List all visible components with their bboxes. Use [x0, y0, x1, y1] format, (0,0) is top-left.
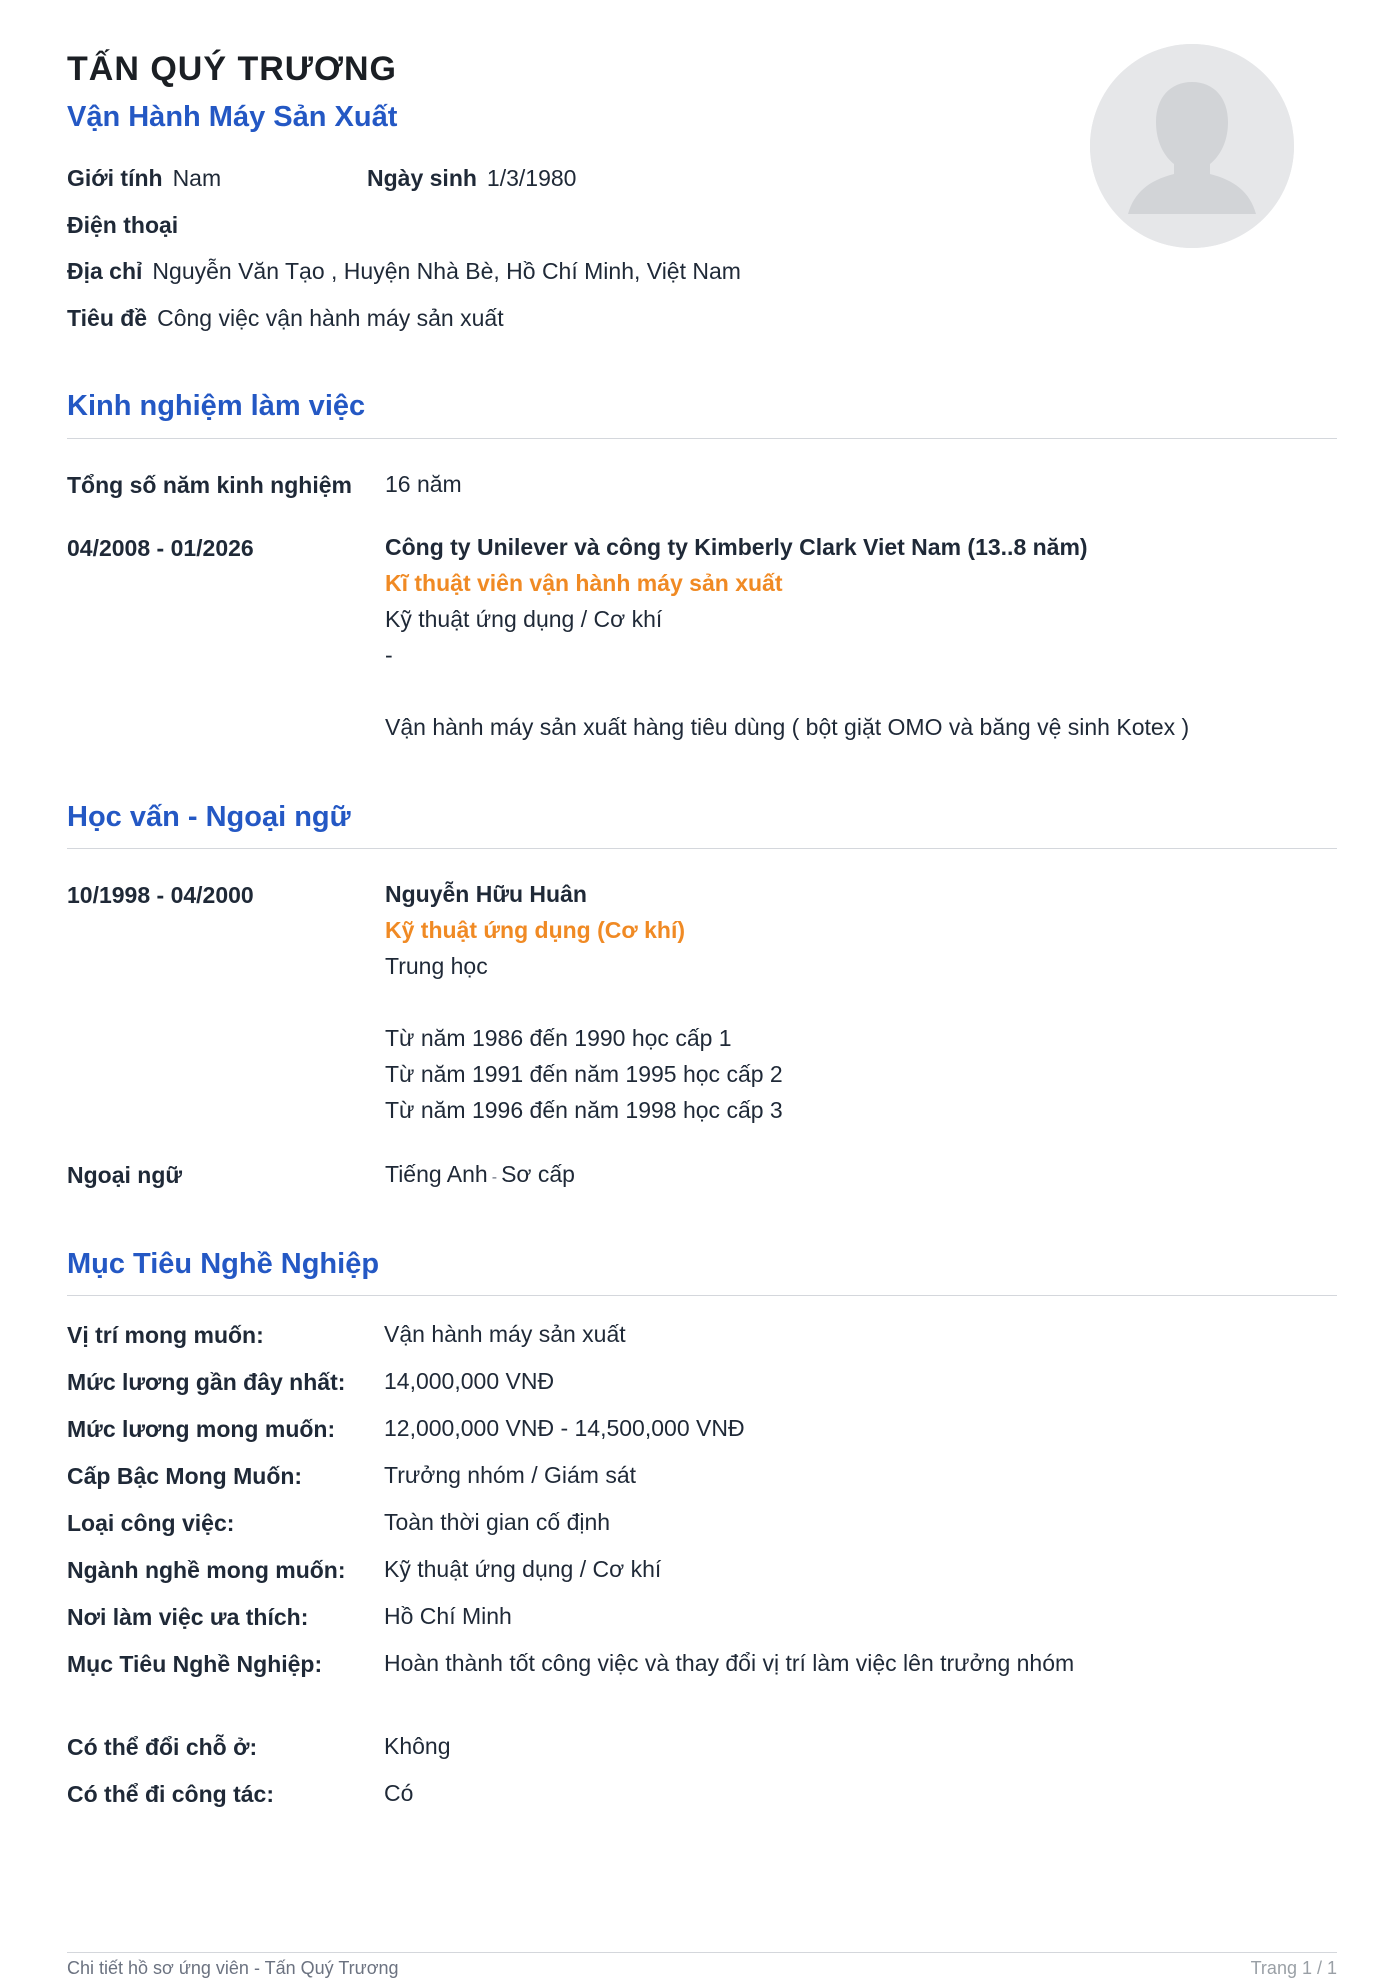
goal-row-value: 12,000,000 VNĐ - 14,500,000 VNĐ: [384, 1415, 745, 1441]
goal-row-value: Toàn thời gian cố định: [384, 1509, 611, 1535]
education-note: Từ năm 1991 đến năm 1995 học cấp 2: [385, 1061, 783, 1087]
user-silhouette-icon: [1090, 44, 1294, 248]
dob-label: Ngày sinh: [367, 165, 477, 191]
total-experience-label: Tổng số năm kinh nghiệm: [67, 472, 352, 498]
job-position: Kĩ thuật viên vận hành máy sản xuất: [385, 570, 783, 596]
language-level: Sơ cấp: [501, 1161, 575, 1187]
job-field: Kỹ thuật ứng dụng / Cơ khí: [385, 606, 663, 632]
education-note: Từ năm 1986 đến 1990 học cấp 1: [385, 1025, 732, 1051]
language-label: Ngoại ngữ: [67, 1162, 183, 1188]
candidate-job-title: Vận Hành Máy Sản Xuất: [67, 101, 398, 133]
phone-row: [67, 212, 188, 239]
job-company: Công ty Unilever và công ty Kimberly Clark Viet Nam (13..8 năm): [385, 534, 1088, 560]
language-separator: -: [491, 1169, 498, 1186]
language-name: Tiếng Anh: [385, 1161, 488, 1187]
goal-row-label: Ngành nghề mong muốn:: [67, 1557, 346, 1583]
education-note: Từ năm 1996 đến năm 1998 học cấp 3: [385, 1097, 783, 1123]
goal-row-value: Hoàn thành tốt công việc và thay đổi vị trí làm việc lên trưởng nhóm: [384, 1650, 1075, 1676]
education-section-title: Học vấn - Ngoại ngữ: [67, 801, 351, 833]
goal-row-label: Có thể đi công tác:: [67, 1781, 274, 1807]
career-goal-divider: [67, 1295, 1337, 1296]
headline-label: Tiêu đề: [67, 305, 148, 331]
goal-row-label: Cấp Bậc Mong Muốn:: [67, 1463, 303, 1489]
resume-page: [67, 0, 1337, 1981]
education-divider: [67, 848, 1337, 849]
goal-row-value: Trưởng nhóm / Giám sát: [384, 1462, 637, 1488]
gender-value: Nam: [172, 165, 222, 191]
goal-row-label: Loại công việc:: [67, 1510, 235, 1536]
goal-row-label: Mục Tiêu Nghề Nghiệp:: [67, 1651, 323, 1677]
goal-row-value: Kỹ thuật ứng dụng / Cơ khí: [384, 1556, 662, 1582]
goal-row-label: Mức lương mong muốn:: [67, 1416, 336, 1442]
dob-value: 1/3/1980: [486, 165, 577, 191]
gender-row: [67, 165, 221, 192]
experience-section-title: Kinh nghiệm làm việc: [67, 390, 366, 422]
experience-divider: [67, 438, 1337, 439]
address-row: [67, 258, 741, 285]
goal-row-label: Mức lương gần đây nhất:: [67, 1369, 346, 1395]
goal-row-value: Vận hành máy sản xuất: [384, 1321, 626, 1347]
footer-page-number: Trang 1 / 1: [1250, 1958, 1337, 1978]
job-description: Vận hành máy sản xuất hàng tiêu dùng ( bột giặt OMO và băng vệ sinh Kotex ): [385, 714, 1190, 740]
headline-row: [67, 305, 504, 332]
goal-row-label: Có thể đổi chỗ ở:: [67, 1734, 258, 1760]
footer-divider: [67, 1952, 1337, 1953]
address-label: Địa chỉ: [67, 258, 143, 284]
education-level: Trung học: [385, 953, 488, 979]
dob-row: [367, 165, 576, 192]
goal-row-label: Nơi làm việc ưa thích:: [67, 1604, 309, 1630]
education-period: 10/1998 - 04/2000: [67, 882, 254, 908]
job-dash: -: [385, 642, 393, 668]
footer-document-title: Chi tiết hồ sơ ứng viên - Tấn Quý Trương: [67, 1958, 399, 1978]
phone-label: Điện thoại: [67, 212, 179, 238]
goal-row-label: Vị trí mong muốn:: [67, 1322, 264, 1348]
total-experience-value: 16 năm: [385, 471, 462, 497]
goal-row-value: Hồ Chí Minh: [384, 1603, 512, 1629]
goal-row-value: Có: [384, 1780, 414, 1806]
education-school: Nguyễn Hữu Huân: [385, 881, 587, 907]
goal-row-value: 14,000,000 VNĐ: [384, 1368, 555, 1394]
language-value: [385, 1156, 575, 1196]
career-goal-section-title: Mục Tiêu Nghề Nghiệp: [67, 1248, 380, 1280]
education-major: Kỹ thuật ứng dụng (Cơ khí): [385, 917, 686, 943]
address-value: Nguyễn Văn Tạo , Huyện Nhà Bè, Hồ Chí Minh, Việt Nam: [152, 258, 741, 284]
gender-label: Giới tính: [67, 165, 163, 191]
headline-value: Công việc vận hành máy sản xuất: [157, 305, 504, 331]
goal-row-value: Không: [384, 1733, 451, 1759]
candidate-name: TẤN QUÝ TRƯƠNG: [67, 50, 397, 88]
job-period: 04/2008 - 01/2026: [67, 535, 254, 561]
